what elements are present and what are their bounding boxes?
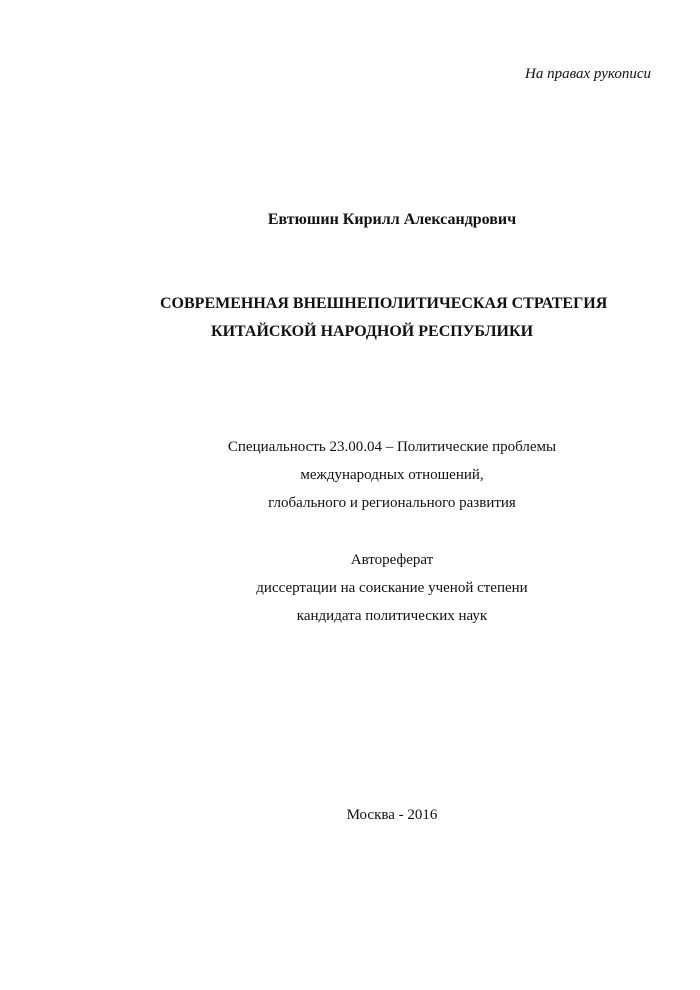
abstract-label: Автореферат (350, 552, 434, 568)
rights-note: На правах рукописи (525, 66, 651, 82)
specialty-line-3: глобального и регионального развития (268, 495, 516, 511)
author-name: Евтюшин Кирилл Александрович (267, 211, 517, 228)
degree-line-2: кандидата политических наук (296, 608, 488, 624)
specialty-line-2: международных отношений, (300, 467, 484, 483)
specialty-line-1: Специальность 23.00.04 – Политические проблемы (227, 439, 557, 455)
city-year: Москва - 2016 (346, 807, 438, 823)
dissertation-title-line-1: СОВРЕМЕННАЯ ВНЕШНЕПОЛИТИЧЕСКАЯ СТРАТЕГИЯ (160, 295, 608, 312)
degree-line-1: диссертации на соискание ученой степени (256, 580, 528, 596)
dissertation-title-line-2: КИТАЙСКОЙ НАРОДНОЙ РЕСПУБЛИКИ (211, 323, 534, 340)
